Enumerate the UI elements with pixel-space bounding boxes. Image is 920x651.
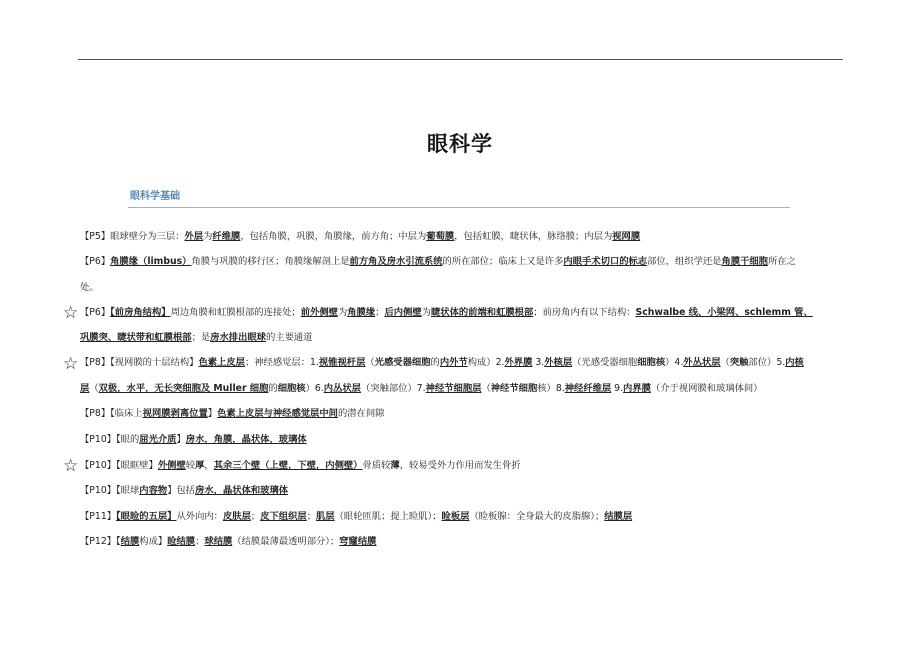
text-run: 】包括 xyxy=(167,485,196,496)
section-rule xyxy=(128,207,790,208)
header-rule xyxy=(78,59,843,60)
highlighted-term: 结膜层 xyxy=(604,511,633,522)
highlighted-term: 内眼手术切口的标志 xyxy=(563,256,648,267)
highlighted-term: 皮肤层 xyxy=(222,511,251,522)
text-line xyxy=(80,383,763,395)
highlighted-term: Schwalbe 线、小梁网、schlemm 管、 xyxy=(635,307,813,318)
text-run: ，较易受外力作用而发生骨折 xyxy=(399,460,521,471)
highlighted-term: 外丛状层 xyxy=(683,357,721,368)
text-run: ）6. xyxy=(305,383,324,394)
highlighted-term: 细胞核 xyxy=(277,383,306,394)
highlighted-term: 角膜干细胞 xyxy=(721,256,768,267)
text-run: 为 xyxy=(337,307,348,318)
star-icon: ☆ xyxy=(63,303,79,323)
text-run: 的所在部位；临床上又是许多 xyxy=(442,256,564,267)
text-line xyxy=(80,256,796,268)
highlighted-term: 薄 xyxy=(390,460,400,471)
text-run: 为 xyxy=(203,231,213,242)
text-run: ， xyxy=(204,460,214,471)
highlighted-term: 房水，角膜，晶状体，玻璃体 xyxy=(185,434,307,445)
highlighted-term: 【眼睑的五层】 xyxy=(116,511,177,522)
text-run: 部位，组织学还是 xyxy=(647,256,722,267)
text-run: 的潜在间隙 xyxy=(337,408,385,419)
text-run: ；前房角内有以下结构： xyxy=(533,307,636,318)
page-title: 眼科学 xyxy=(427,132,493,156)
text-line xyxy=(80,485,288,497)
text-run: 【P5】眼球壁分为三层： xyxy=(80,231,185,242)
highlighted-term: 神经节细胞 xyxy=(490,383,538,394)
highlighted-term: 房水，晶状体和玻璃体 xyxy=(195,485,289,496)
highlighted-term: 角膜缘（limbus） xyxy=(110,256,192,267)
highlighted-term: 角膜缘 xyxy=(347,307,376,318)
text-run: 【P11】 xyxy=(80,511,117,522)
text-line xyxy=(80,231,640,243)
text-run: （ xyxy=(481,383,491,394)
highlighted-term: 内核 xyxy=(785,357,804,368)
highlighted-term: 外核层 xyxy=(544,357,573,368)
text-run: ； xyxy=(250,511,261,522)
highlighted-term: 色素上皮层 xyxy=(198,357,245,368)
highlighted-term: 双极，水平，无长突细胞及 Muller 细胞 xyxy=(98,383,269,394)
star-icon: ☆ xyxy=(63,456,79,476)
highlighted-term: 屈光介质 xyxy=(139,434,177,445)
text-run: ； xyxy=(375,307,385,318)
text-run: （光感受器细胞 xyxy=(572,357,638,368)
text-run: 【P8】【视网膜的十层结构】 xyxy=(80,357,199,368)
text-run: （介于视网膜和玻璃体间） xyxy=(650,383,763,394)
text-run: 【P6】 xyxy=(80,256,111,267)
text-run: （ xyxy=(720,357,730,368)
highlighted-term: 细胞核 xyxy=(637,357,666,368)
text-run: 的 xyxy=(430,357,440,368)
text-run: 从外向内： xyxy=(176,511,223,522)
text-line xyxy=(80,434,307,446)
text-run: 【P10】【眼球 xyxy=(80,485,140,496)
text-run: （ xyxy=(89,383,99,394)
highlighted-term: 房水排出眼球 xyxy=(210,332,266,343)
highlighted-term: 神经纤维层 xyxy=(564,383,612,394)
highlighted-term: 【前房角结构】 xyxy=(110,307,171,318)
text-run: 【P10】【眼眶壁】 xyxy=(80,460,158,471)
text-line xyxy=(80,536,376,548)
highlighted-term: 内界膜 xyxy=(623,383,651,394)
text-line xyxy=(80,460,521,472)
text-run: 】 xyxy=(176,434,186,445)
text-run: 为 xyxy=(421,307,431,318)
text-run: 处。 xyxy=(80,282,99,293)
text-line xyxy=(80,408,384,420)
text-line xyxy=(80,307,813,319)
text-run: ；神经感觉层：1. xyxy=(244,357,319,368)
highlighted-term: 内丛状层 xyxy=(323,383,361,394)
text-run: ，包括虹膜，睫状体，脉络膜；内层为 xyxy=(454,231,613,242)
highlighted-term: 外界膜 xyxy=(504,357,533,368)
highlighted-term: 视网膜 xyxy=(612,231,641,242)
highlighted-term: 穹窿结膜 xyxy=(339,536,377,547)
text-run: ）4. xyxy=(665,357,684,368)
text-run: 周边角膜和虹膜根部的连接处； xyxy=(170,307,301,318)
highlighted-term: 内外节 xyxy=(439,357,468,368)
text-run: 构成）2. xyxy=(467,357,505,368)
text-run: 角膜与巩膜的移行区；角膜缘解剖上是 xyxy=(191,256,350,267)
text-run: 部位）5. xyxy=(748,357,786,368)
text-line xyxy=(80,332,312,344)
highlighted-term: 层 xyxy=(80,383,90,394)
highlighted-term: 神经节细胞层 xyxy=(425,383,482,394)
text-run: 的主要通道 xyxy=(265,332,313,343)
text-run: （结膜最薄最透明部分）； xyxy=(232,536,340,547)
text-run: 骨质较 xyxy=(362,460,391,471)
text-run: 】 xyxy=(207,408,218,419)
highlighted-term: 葡萄膜 xyxy=(426,231,455,242)
highlighted-term: 外侧壁 xyxy=(157,460,186,471)
highlighted-term: 视网膜剥离位置 xyxy=(142,408,208,419)
highlighted-term: 皮下组织层 xyxy=(260,511,307,522)
text-run: 【P10】【眼的 xyxy=(80,434,140,445)
text-run: 【P12】【 xyxy=(80,536,121,547)
section-heading: 眼科学基础 xyxy=(130,191,180,202)
text-run: ，包括角膜，巩膜，角膜缘，前方角；中层为 xyxy=(240,231,427,242)
highlighted-term: 后内侧壁 xyxy=(384,307,422,318)
highlighted-term: 其余三个壁（上壁，下壁，内侧壁） xyxy=(213,460,363,471)
highlighted-term: 色素上皮层与神经感觉层中间 xyxy=(217,408,338,419)
text-run: 的 xyxy=(268,383,278,394)
text-run: 【P8】【临床上 xyxy=(80,408,143,419)
highlighted-term: 前外侧壁 xyxy=(300,307,338,318)
highlighted-term: 外层 xyxy=(184,231,204,242)
text-run: 【P6】 xyxy=(80,307,111,318)
text-run: ； xyxy=(195,536,205,547)
highlighted-term: 睫状体的前端和虹膜根部 xyxy=(430,307,534,318)
text-line xyxy=(80,357,804,369)
highlighted-term: 纤维膜 xyxy=(212,231,241,242)
text-run: 所在之 xyxy=(767,256,796,267)
text-run: （睑板腺：全身最大的皮脂腺）； xyxy=(469,511,605,522)
highlighted-term: 突触 xyxy=(729,357,749,368)
text-run: ； xyxy=(306,511,316,522)
highlighted-term: 视锥视杆层 xyxy=(318,357,366,368)
highlighted-term: 光感受器细胞 xyxy=(374,357,431,368)
text-run: 9. xyxy=(611,383,624,394)
text-run: 较 xyxy=(185,460,196,471)
highlighted-term: 肌层 xyxy=(316,511,335,522)
text-run: （ xyxy=(365,357,375,368)
text-run: ；是 xyxy=(191,332,211,343)
star-icon: ☆ xyxy=(63,354,79,374)
highlighted-term: 睑结膜 xyxy=(167,536,196,547)
text-run: 构成】 xyxy=(139,536,168,547)
highlighted-term: 球结膜 xyxy=(204,536,233,547)
text-run: 3. xyxy=(532,357,545,368)
text-line xyxy=(80,511,632,523)
highlighted-term: 巩膜突、睫状带和虹膜根部 xyxy=(80,332,192,343)
text-line xyxy=(80,282,99,294)
text-run: 核）8. xyxy=(537,383,565,394)
highlighted-term: 睑板层 xyxy=(441,511,470,522)
text-run: （突触部位）7. xyxy=(360,383,426,394)
text-run: （眼轮匝肌；提上睑肌）； xyxy=(334,511,442,522)
highlighted-term: 前方角及房水引流系统 xyxy=(349,256,443,267)
highlighted-term: 厚 xyxy=(195,460,205,471)
highlighted-term: 内容物 xyxy=(139,485,168,496)
highlighted-term: 结膜 xyxy=(120,536,140,547)
